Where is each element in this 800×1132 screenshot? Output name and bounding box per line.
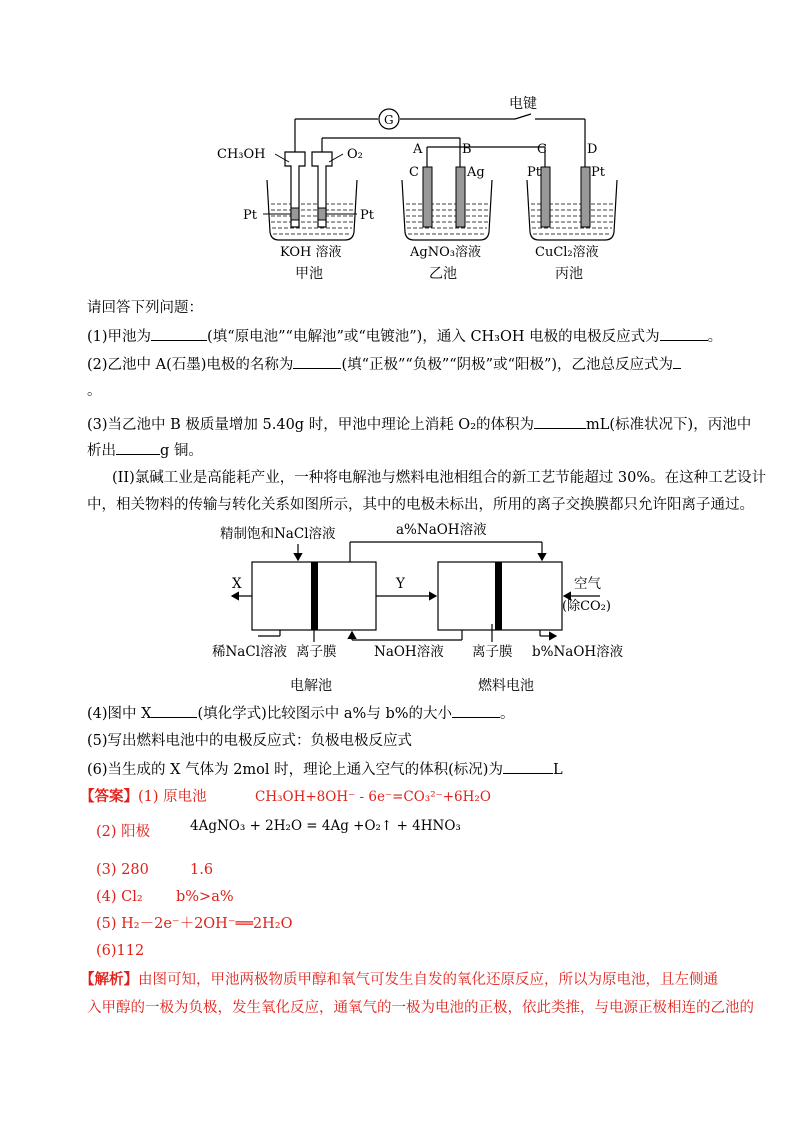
naoh-b-label: b%NaOH溶液	[532, 644, 624, 660]
answer-1-equation: CH₃OH+8OH⁻ - 6e⁻=CO₃²⁻+6H₂O	[255, 789, 491, 805]
electrode-B-label: B	[462, 142, 472, 157]
answer-blank	[534, 414, 586, 429]
membrane2-label: 离子膜	[472, 644, 513, 660]
pt-right-label: Pt	[360, 208, 374, 223]
question-3: (3)当乙池中 B 极质量增加 5.40g 时，甲池中理论上消耗 O₂的体积为 mL(标准状况下)，丙池中	[87, 414, 751, 435]
answer-3a: (3) 280	[96, 862, 149, 878]
electrolysis-cell-label: 电解池	[290, 678, 332, 694]
nacl-feed-label: 精制饱和NaCl溶液	[220, 526, 336, 542]
answer-4b: b%>a%	[176, 889, 234, 905]
answer-6: (6)112	[96, 943, 145, 959]
agno3-solution-label: AgNO₃溶液	[410, 245, 481, 260]
answer-blank	[673, 354, 681, 369]
y-label: Y	[396, 576, 405, 592]
dilute-nacl-label: 稀NaCl溶液	[212, 644, 288, 660]
electrode-C2-label: C	[537, 142, 547, 157]
answer-2-label: (2) 阳极	[96, 824, 151, 840]
answer-5: (5) H₂－2e⁻＋2OH⁻══2H₂O	[96, 916, 293, 932]
question-intro: 请回答下列问题：	[87, 300, 203, 316]
cell-yi-label: 乙池	[429, 266, 457, 282]
answer-blank	[503, 759, 553, 774]
air-note-label: (除CO₂)	[562, 599, 611, 614]
answer-blank	[151, 326, 207, 341]
electrode-A-label: A	[413, 142, 423, 157]
question-3-cont: 析出 g 铜。	[87, 440, 203, 461]
methanol-label: CH₃OH	[217, 147, 266, 162]
explanation-line1: 【解析】由图可知，甲池两极物质甲醇和氧气可发生自发的氧化还原反应，所以为原电池，且左侧通	[80, 971, 718, 988]
pt-left-label: Pt	[243, 208, 257, 223]
part2-line2: 中，相关物料的传输与转化关系如图所示，其中的电极未标出，所用的离子交换膜都只允许阳离子通过。	[87, 497, 754, 513]
answer-blank	[452, 703, 500, 718]
oxygen-label: O₂	[347, 147, 363, 162]
answer-blank	[116, 440, 160, 455]
explanation-line2: 入甲醇的一极为负极，发生氧化反应，通氧气的一极为电池的正极，依此类推，与电源正极相连的乙池的	[87, 1000, 754, 1016]
answer-blank	[151, 703, 197, 718]
fuel-cell-label: 燃料电池	[478, 678, 534, 694]
answer-3b: 1.6	[190, 862, 214, 878]
air-label: 空气	[574, 576, 601, 592]
x-label: X	[232, 576, 242, 592]
pt-c-label: Pt	[527, 165, 541, 180]
answer-blank	[660, 326, 708, 341]
naoh-a-label: a%NaOH溶液	[396, 522, 487, 538]
question-2-end: 。	[87, 383, 102, 399]
question-6: (6)当生成的 X 气体为 2mol 时，理论上通入空气的体积(标况)为 L	[87, 759, 563, 780]
galvanometer-label: G	[384, 113, 394, 127]
part2-line1: (II)氯碱工业是高能耗产业，一种将电解池与燃料电池相组合的新工艺节能超过 30%。在这种工艺设计	[112, 470, 767, 486]
koh-solution-label: KOH 溶液	[280, 245, 342, 260]
membrane1-label: 离子膜	[296, 644, 337, 660]
chlor-alkali-diagram	[210, 520, 630, 698]
cell-bing-label: 丙池	[555, 266, 583, 282]
question-5: (5)写出燃料电池中的电极反应式：负极电极反应式	[87, 733, 413, 749]
naoh-mid-label: NaOH溶液	[374, 644, 444, 660]
question-1: (1)甲池为 (填“原电池”“电解池”或“电镀池”)，通入 CH₃OH 电极的电极反应式为 。	[87, 326, 722, 347]
question-2: (2)乙池中 A(石墨)电极的名称为 (填“正极”“负极”“阴极”或“阳极”)，乙池总反应式为	[87, 354, 681, 375]
electrode-C-mat-label: C	[409, 165, 419, 180]
electrode-Ag-label: Ag	[467, 165, 485, 180]
key-label: 电键	[509, 96, 537, 112]
question-4: (4)图中 X (填化学式)比较图示中 a%与 b%的大小 。	[87, 703, 515, 724]
electrode-D-label: D	[587, 142, 598, 157]
answer-1: 【答案】(1) 原电池	[80, 788, 207, 805]
cucl2-solution-label: CuCl₂溶液	[535, 245, 599, 260]
cell-jia-label: 甲池	[295, 266, 323, 282]
electrochem-cells-diagram	[205, 92, 625, 287]
answer-4a: (4) Cl₂	[96, 889, 143, 905]
pt-d-label: Pt	[591, 165, 605, 180]
answer-blank	[293, 354, 341, 369]
answer-2-equation: 4AgNO₃ + 2H₂O = 4Ag +O₂↑ + 4HNO₃	[190, 818, 461, 834]
